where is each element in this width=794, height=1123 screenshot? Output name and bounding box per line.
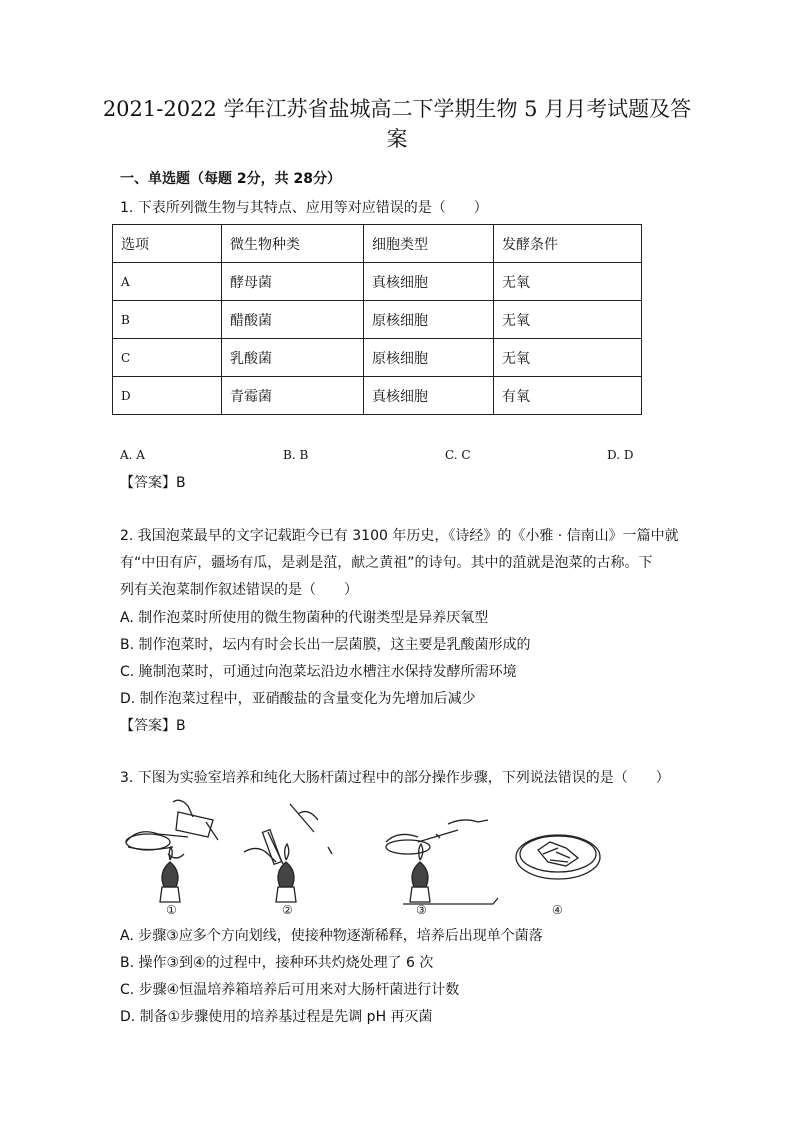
step3-streaking-illustration [386, 820, 498, 904]
table-cell: 真核细胞 [364, 377, 494, 415]
table-cell: D [113, 377, 222, 415]
q2-stem-line2: 有“中田有庐，疆场有瓜，是剥是菹，献之黄祖”的诗句。其中的菹就是泡菜的古称。下 [120, 555, 653, 571]
section-heading: 一、单选题（每题 2分，共 28分） [120, 171, 341, 187]
table-cell: 原核细胞 [364, 301, 494, 339]
table-cell: 有氧 [494, 377, 642, 415]
table-cell: C [113, 339, 222, 377]
q3-option-d: D. 制备①步骤使用的培养基过程是先调 pH 再灭菌 [120, 1009, 433, 1025]
step-label: ③ [416, 903, 427, 917]
table-cell: 青霉菌 [222, 377, 364, 415]
table-cell: 乳酸菌 [222, 339, 364, 377]
q1-stem: 1. 下表所列微生物与其特点、应用等对应错误的是（ ） [120, 200, 488, 216]
q3-stem: 3. 下图为实验室培养和纯化大肠杆菌过程中的部分操作步骤，下列说法错误的是（ ） [120, 770, 670, 786]
q1-option-c: C. C [445, 448, 471, 462]
table-cell: B [113, 301, 222, 339]
table-cell: 醋酸菌 [222, 301, 364, 339]
table-cell: 真核细胞 [364, 263, 494, 301]
table-cell: 原核细胞 [364, 339, 494, 377]
q2-stem-line3: 列有关泡菜制作叙述错误的是（ ） [120, 582, 358, 598]
table-header-cell: 微生物种类 [222, 225, 364, 263]
table-cell: 无氧 [494, 301, 642, 339]
q1-option-b: B. B [283, 448, 309, 462]
step4-petri-dish-illustration [516, 835, 600, 879]
table-row [113, 377, 642, 415]
table-header-cell: 选项 [113, 225, 222, 263]
q1-option-a: A. A [120, 448, 145, 462]
step1-pouring-illustration [126, 800, 218, 902]
step-label: ② [282, 903, 293, 917]
table-cell: 无氧 [494, 339, 642, 377]
table-header-cell: 发酵条件 [494, 225, 642, 263]
q3-option-a: A. 步骤③应多个方向划线，使接种物逐渐稀释，培养后出现单个菌落 [120, 928, 543, 944]
q2-option-b: B. 制作泡菜时，坛内有时会长出一层菌膜，这主要是乳酸菌形成的 [120, 637, 531, 653]
step-label: ① [166, 903, 177, 917]
q2-option-c: C. 腌制泡菜时，可通过向泡菜坛沿边水槽注水保持发酵所需环境 [120, 664, 517, 680]
q2-option-d: D. 制作泡菜过程中，亚硝酸盐的含量变化为先增加后减少 [120, 691, 476, 707]
table-row [113, 339, 642, 377]
table-header-cell: 细胞类型 [364, 225, 494, 263]
q2-stem-line1: 2. 我国泡菜最早的文字记载距今已有 3100 年历史，《诗经》的《小雅 · 信南山》一篇中就 [120, 528, 679, 544]
table-cell: 酵母菌 [222, 263, 364, 301]
table-row [113, 301, 642, 339]
q3-figure [118, 792, 618, 917]
q2-option-a: A. 制作泡菜时所使用的微生物菌种的代谢类型是异养厌氧型 [120, 610, 489, 626]
table-cell: A [113, 263, 222, 301]
q3-option-b: B. 操作③到④的过程中，接种环共灼烧处理了 6 次 [120, 955, 434, 971]
q2-answer: 【答案】B [120, 718, 186, 734]
table-header-row [113, 225, 642, 263]
q1-option-d: D. D [607, 448, 634, 462]
table-cell: 无氧 [494, 263, 642, 301]
page-title: 2021-2022 学年江苏省盐城高二下学期生物 5 月月考试题及答案 [102, 97, 692, 151]
table-row [113, 263, 642, 301]
step2-inoculation-illustration [244, 804, 332, 902]
step-label: ④ [552, 903, 563, 917]
q1-table [112, 224, 642, 415]
q1-answer: 【答案】B [120, 475, 186, 491]
q3-option-c: C. 步骤④恒温培养箱培养后可用来对大肠杆菌进行计数 [120, 982, 460, 998]
